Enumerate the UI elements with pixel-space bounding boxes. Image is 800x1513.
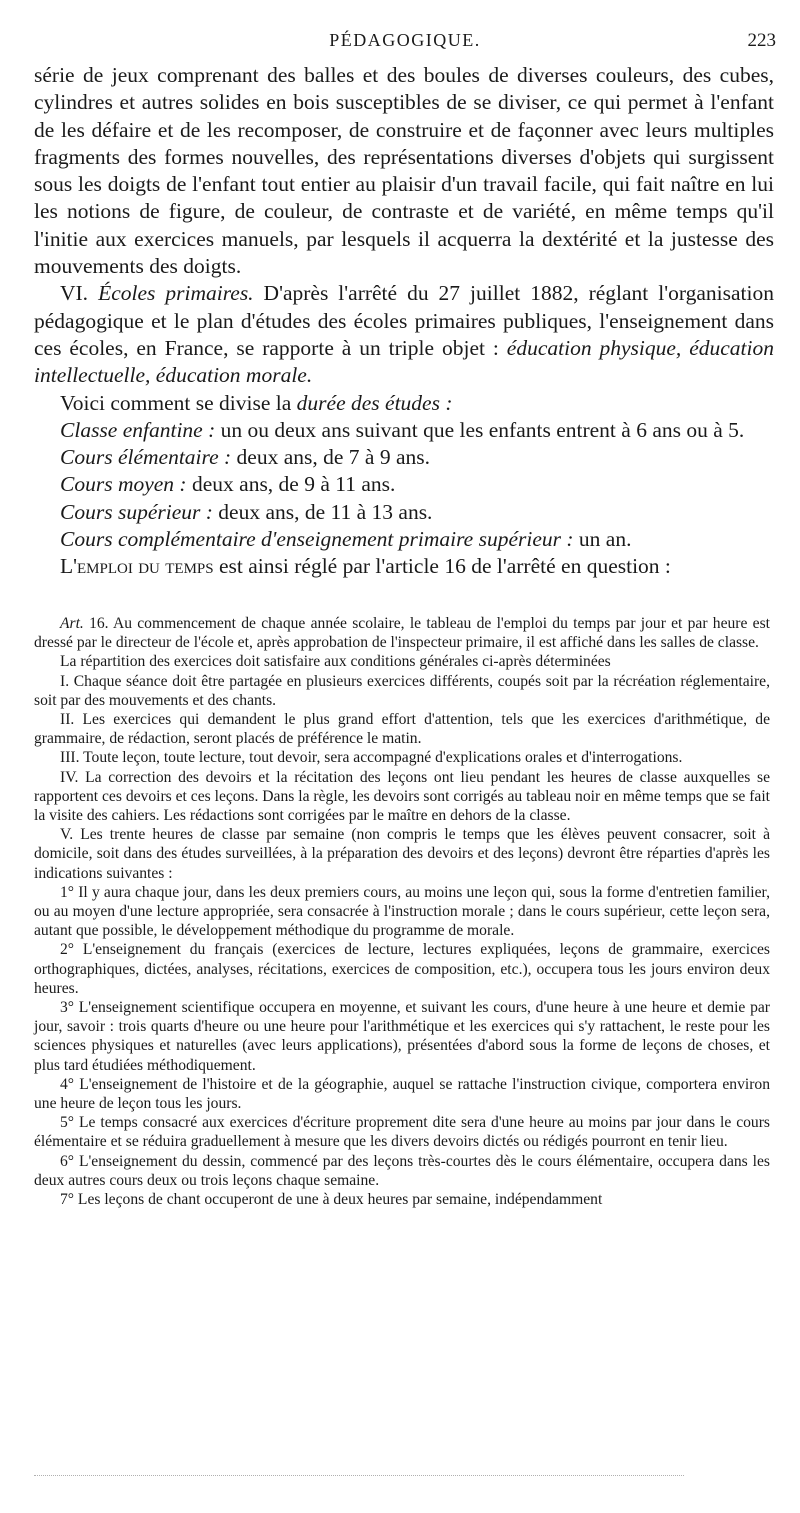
course-label: Cours supérieur : [60, 499, 213, 524]
article-intro [34, 614, 770, 652]
article-intro-text: 16. Au commencement de chaque année scolaire, le tableau de l'emploi du temps par jour et par heure est dressé par le directeur de l'école et, après approbation de l'inspecteur primaire, il est affiché dans les salles de classe. [34, 615, 770, 652]
triple-objective: éducation physique, éducation intellectuelle, éducation morale. [34, 335, 774, 388]
duration-term: durée des études : [296, 390, 453, 415]
course-duration: deux ans, de 11 à 13 ans. [212, 499, 433, 524]
course-classe-enfantine [34, 417, 774, 444]
main-text [34, 62, 774, 581]
article-paragraph: La répartition des exercices doit satisfaire aux conditions générales ci-après déterminées [60, 653, 611, 671]
article-paragraph: 3° L'enseignement scientifique occupera en moyenne, et suivant les cours, d'une heure à une heure et demie par jour, savoir : trois quarts d'heure ou une heure pour l'arithmétique et les exercices qui s'y rattachent, le reste pour les sciences physiques et naturelles (avec leurs applications), présentées d'abord sous la forme de leçons de choses, et plus tard étudiées méthodiquement. [34, 999, 770, 1074]
section-title: Écoles primaires. [98, 281, 254, 306]
article-paragraph: II. Les exercices qui demandent le plus grand effort d'attention, tels que les exercices d'arithmétique, de grammaire, de rédaction, seront placés de préférence le matin. [34, 711, 770, 748]
course-elementaire [34, 444, 774, 471]
course-label: Classe enfantine : [60, 417, 216, 442]
course-duration: deux ans, de 7 à 9 ans. [231, 445, 430, 470]
paragraph-schedule [34, 553, 774, 580]
article-paragraph: I. Chaque séance doit être partagée en plusieurs exercices différents, coupés soit par la récréation réglementaire, soit par des mouvements et des chants. [34, 672, 770, 709]
article-paragraph: 7° Les leçons de chant occuperont de une à deux heures par semaine, indépendamment [60, 1191, 603, 1209]
article-paragraph: IV. La correction des devoirs et la récitation des leçons ont lieu pendant les heures de classe auxquelles se rapportent ces devoirs et ces leçons. Dans la règle, les devoirs sont corrigés au tableau noir en même temps que se fait la visite des cahiers. Les rédactions sont corrigées par le maître en dehors de la classe. [34, 768, 770, 825]
section-number: VI. [60, 281, 89, 306]
article-paragraph: 5° Le temps consacré aux exercices d'écriture proprement dite sera d'une heure au moins par jour dans le cours élémentaire et se réduira graduellement à mesure que les divers devoirs dictés ou rédigés pourront en tenir lieu. [34, 1114, 770, 1151]
course-superieur [34, 499, 774, 526]
course-duration: deux ans, de 9 à 11 ans. [186, 472, 396, 497]
article-paragraph: III. Toute leçon, toute lecture, tout devoir, sera accompagné d'explications orales et d'interrogations. [60, 749, 683, 767]
article-paragraph: 2° L'enseignement du français (exercices de lecture, lectures expliquées, leçons de grammaire, exercices orthographiques, dictées, analyses, récitations, exercices de composition, etc.), occupera tous les jours environ deux heures. [34, 941, 770, 997]
article-16 [34, 614, 770, 1209]
article-label: Art. [60, 615, 84, 632]
schedule-prefix: L' [60, 554, 78, 579]
page-number: 223 [747, 30, 776, 51]
course-moyen [34, 471, 774, 498]
paragraph-games: série de jeux comprenant des balles et des boules de diverses couleurs, des cubes, cylindres et autres solides en bois susceptibles de se diviser, ce qui permet à l'enfant de les défaire et de les recomposer, de construire et de façonner avec leurs multiples fragments des formes nouvelles, des représentations diverses d'objets qui surgissent sous les doigts de l'enfant tout entier au plaisir d'un travail facile, qui fait naître en lui les notions de figure, de couleur, de contraste et de variété, en même temps qu'il l'initie aux exercices manuels, par lesquels il acquerra la dextérité et la justesse des mouvements des doigts. [34, 63, 774, 279]
section-text: D'après l'arrêté du 27 juillet 1882, réglant l'organisation pédagogique et le plan d'études des écoles primaires publiques, l'enseignement dans ces écoles, en France, se rapporte à un triple objet : [34, 281, 774, 360]
bleed-through-artifact [34, 1475, 684, 1478]
course-label: Cours complémentaire d'enseignement primaire supérieur : [60, 527, 574, 552]
article-paragraph: 4° L'enseignement de l'histoire et de la géographie, auquel se rattache l'instruction civique, comportera environ une heure de leçon tous les jours. [34, 1075, 770, 1113]
article-paragraph: V. Les trente heures de classe par semaine (non compris le temps que les élèves peuvent consacrer, soit à domicile, soit dans des études surveillées, à la préparation des devoirs et des leçons) devront être réparties d'après les indications suivantes : [34, 826, 770, 882]
course-label: Cours moyen : [60, 472, 187, 497]
article-paragraph: 6° L'enseignement du dessin, commencé par des leçons très-courtes dès le cours élémentaire, occupera dans les deux autres cours deux ou trois leçons chaque semaine. [34, 1152, 770, 1189]
paragraph-primary-schools [34, 280, 774, 389]
running-title: PÉDAGOGIQUE. [329, 30, 481, 50]
course-duration: un an. [573, 527, 632, 552]
page-header [34, 30, 776, 54]
schedule-text: est ainsi réglé par l'article 16 de l'arrêté en question : [213, 554, 671, 579]
course-duration: un ou deux ans suivant que les enfants entrent à 6 ans ou à 5. [215, 417, 745, 442]
course-complementaire [34, 526, 774, 553]
paragraph-duration [34, 390, 774, 417]
duration-intro: Voici comment se divise la [60, 390, 297, 415]
course-label: Cours élémentaire : [60, 445, 232, 470]
schedule-term: emploi du temps [77, 554, 214, 579]
article-paragraph: 1° Il y aura chaque jour, dans les deux premiers cours, au moins une leçon qui, sous la forme d'entretien familier, ou au moyen d'une lecture appropriée, sera consacrée à l'instruction morale ; dans le cours supérieur, cette leçon sera, autant que possible, le développement méthodique du programme de morale. [34, 883, 770, 940]
